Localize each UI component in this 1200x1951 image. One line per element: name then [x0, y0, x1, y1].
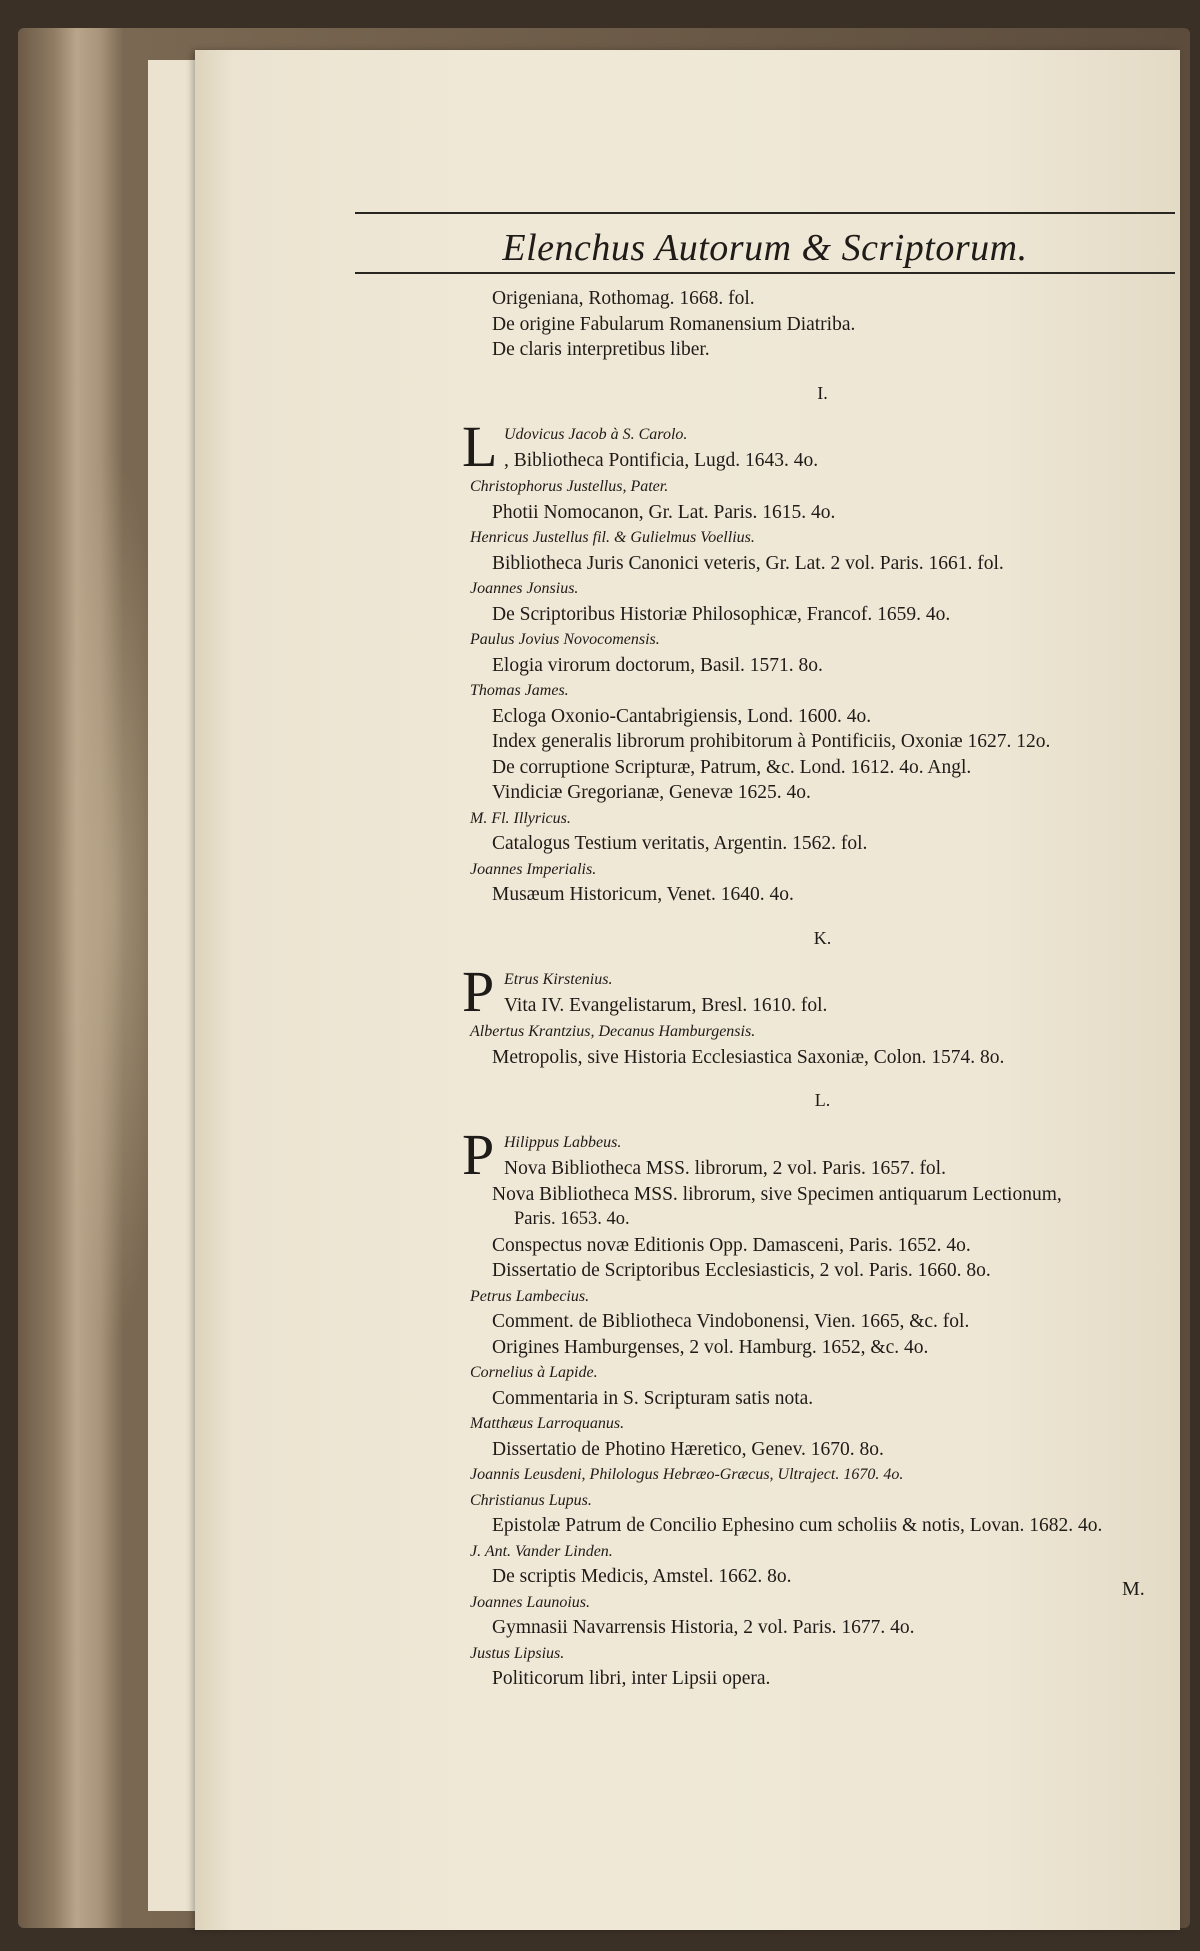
author-name: Petrus Lambecius.	[470, 1287, 590, 1305]
author-name: Etrus Kirstenius.	[504, 971, 613, 988]
section-letter: K.	[813, 927, 832, 948]
work-title: Origines Hamburgenses, 2 vol. Hamburg. 1652, &c. 4o.	[492, 1336, 929, 1358]
header-rule-bottom	[355, 272, 1175, 274]
work-title: Metropolis, sive Historia Ecclesiastica Saxoniæ, Colon. 1574. 8o.	[492, 1046, 1005, 1068]
work-title: Comment. de Bibliotheca Vindobonensi, Vien. 1665, &c. fol.	[492, 1311, 970, 1332]
work-title: Conspectus novæ Editionis Opp. Damasceni, Paris. 1652. 4o.	[492, 1234, 971, 1256]
author-name: Christianus Lupus.	[470, 1491, 592, 1509]
work-title-continued: Paris. 1653. 4o.	[514, 1209, 630, 1229]
author-name: Joannis Leusdeni, Philologus Hebræo-Græcus, Ultraject. 1670. 4o.	[470, 1466, 904, 1483]
catchword: M.	[1122, 1578, 1145, 1600]
work-title: Dissertatio de Scriptoribus Ecclesiasticis, 2 vol. Paris. 1660. 8o.	[492, 1260, 991, 1281]
author-name: Justus Lipsius.	[470, 1644, 565, 1662]
author-name: Joannes Imperialis.	[470, 860, 597, 878]
author-name: Matthæus Larroquanus.	[470, 1415, 625, 1432]
work-title: Origeniana, Rothomag. 1668. fol.	[492, 288, 755, 309]
work-title: Vita IV. Evangelistarum, Bresl. 1610. fol.	[504, 995, 828, 1016]
author-name: Christophorus Justellus, Pater.	[470, 478, 669, 495]
dropcap-entry	[462, 414, 1175, 479]
header-rule-top	[355, 212, 1175, 214]
running-head: Elenchus Autorum & Scriptorum.	[502, 227, 1028, 269]
author-name: Cornelius à Lapide.	[470, 1364, 598, 1381]
work-title: Catalogus Testium veritatis, Argentin. 1562. fol.	[492, 833, 868, 854]
work-title: Index generalis librorum prohibitorum à Pontificiis, Oxoniæ 1627. 12o.	[492, 731, 1051, 752]
work-title: Ecloga Oxonio-Cantabrigiensis, Lond. 1600. 4o.	[492, 705, 872, 727]
work-title: Nova Bibliotheca MSS. librorum, 2 vol. Paris. 1657. fol.	[504, 1157, 946, 1179]
author-name: Henricus Justellus fil. & Gulielmus Voellius.	[470, 529, 755, 546]
work-title: Dissertatio de Photino Hæretico, Genev. 1670. 8o.	[492, 1438, 884, 1460]
work-title: Elogia virorum doctorum, Basil. 1571. 8o.	[492, 654, 823, 676]
section-letter: L.	[814, 1090, 831, 1110]
section-letter: I.	[817, 382, 828, 403]
work-title: Vindiciæ Gregorianæ, Genevæ 1625. 4o.	[492, 782, 811, 803]
work-title: Gymnasii Navarrensis Historia, 2 vol. Paris. 1677. 4o.	[492, 1617, 915, 1638]
work-title: De corruptione Scripturæ, Patrum, &c. Lond. 1612. 4o. Angl.	[492, 756, 972, 778]
work-title: Politicorum libri, inter Lipsii opera.	[492, 1668, 771, 1689]
author-name: Paulus Jovius Novocomensis.	[470, 631, 660, 648]
author-name: J. Ant. Vander Linden.	[470, 1542, 613, 1560]
dropcap-entry	[462, 959, 1175, 1024]
work-title: Photii Nomocanon, Gr. Lat. Paris. 1615. 4o.	[492, 501, 836, 523]
author-name: M. Fl. Illyricus.	[470, 809, 571, 827]
entry-list	[462, 286, 1175, 1692]
dropcap-entry	[462, 1121, 1175, 1187]
work-title: De origine Fabularum Romanensium Diatriba.	[492, 313, 856, 335]
work-title: De Scriptoribus Historiæ Philosophicæ, Francof. 1659. 4o.	[492, 603, 951, 625]
work-title: , Bibliotheca Pontificia, Lugd. 1643. 4o.	[504, 450, 819, 471]
work-title: Nova Bibliotheca MSS. librorum, sive Specimen antiquarum Lectionum,	[492, 1183, 1062, 1205]
work-title: Epistolæ Patrum de Concilio Ephesino cum scholiis & notis, Lovan. 1682. 4o.	[492, 1515, 1103, 1536]
dropcap-letter: P	[462, 959, 495, 1024]
author-name: Albertus Krantzius, Decanus Hamburgensis.	[470, 1023, 756, 1040]
dropcap-letter: L	[462, 414, 498, 479]
author-name: Hilippus Labbeus.	[504, 1133, 622, 1151]
work-title: Musæum Historicum, Venet. 1640. 4o.	[492, 884, 794, 905]
work-title: Commentaria in S. Scripturam satis nota.	[492, 1387, 814, 1409]
author-name: Thomas James.	[470, 682, 569, 699]
work-title: Bibliotheca Juris Canonici veteris, Gr. Lat. 2 vol. Paris. 1661. fol.	[492, 552, 1004, 574]
author-name: Udovicus Jacob à S. Carolo.	[504, 426, 688, 443]
author-name: Joannes Jonsius.	[470, 580, 579, 597]
work-title: De scriptis Medicis, Amstel. 1662. 8o.	[492, 1566, 792, 1587]
work-title: De claris interpretibus liber.	[492, 339, 710, 360]
author-name: Joannes Launoius.	[470, 1593, 590, 1611]
dropcap-letter: P	[462, 1121, 495, 1187]
